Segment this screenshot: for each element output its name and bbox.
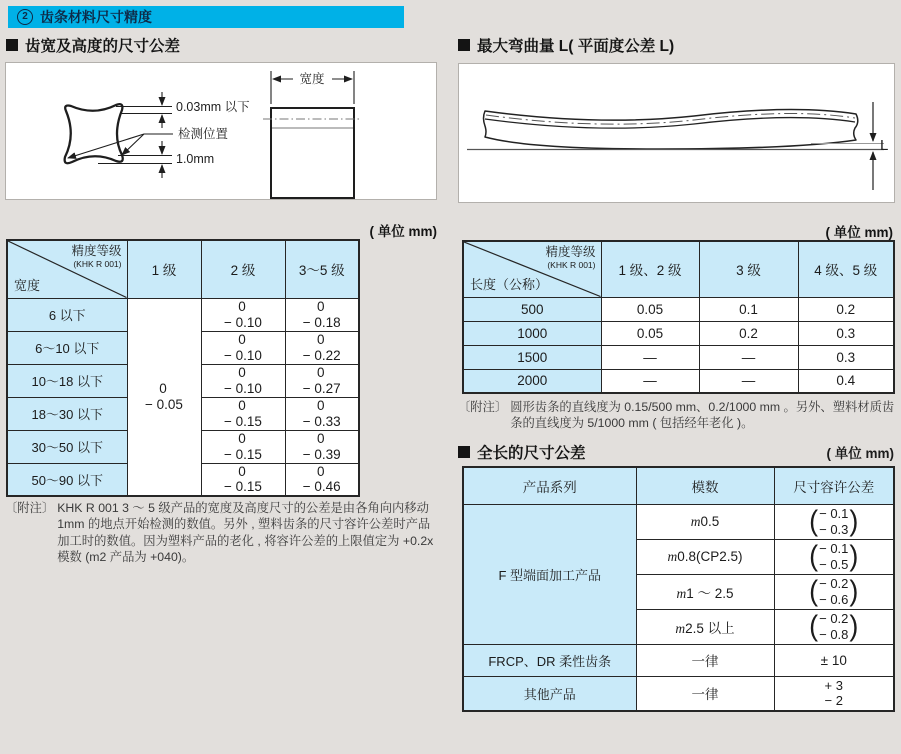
module-cell: m1 ～ 2.5 — [636, 574, 774, 609]
module-cell: m2.5 以上 — [636, 609, 774, 644]
bend-value-cell: 0.2 — [699, 321, 798, 345]
L-dim-label: L — [880, 137, 889, 154]
tolerance-cell: ± 10 — [774, 644, 894, 676]
tolerance-cell: 0 − 0.27 — [285, 364, 359, 397]
series-cell-other: 其他产品 — [463, 676, 636, 711]
bend-value-cell: — — [699, 345, 798, 369]
module-cell: m0.5 — [636, 504, 774, 539]
bent-rack-drawing — [459, 64, 894, 202]
col-grade12: 1 级、2 级 — [601, 241, 699, 297]
bend-value-cell: 0.3 — [798, 321, 894, 345]
section-title-bend: 最大弯曲量 L( 平面度公差 L) — [458, 34, 674, 56]
tolerance-cell: 0 − 0.22 — [285, 331, 359, 364]
bend-value-cell: 0.4 — [798, 369, 894, 393]
series-cell-f-type: F 型端面加工产品 — [463, 504, 636, 644]
width-range-cell: 6～10 以下 — [7, 331, 127, 364]
tolerance-cell: 0 − 0.15 — [201, 430, 285, 463]
length-cell: 1500 — [463, 345, 601, 369]
tolerance-cell: ( − 0.1 − 0.3 ) — [774, 504, 894, 539]
series-cell-frcp: FRCP、DR 柔性齿条 — [463, 644, 636, 676]
tolerance-cell: 0 − 0.15 — [201, 463, 285, 496]
black-square-bullet-icon — [6, 39, 18, 51]
bend-value-cell: — — [699, 369, 798, 393]
tolerance-cell: 0 − 0.18 — [285, 298, 359, 331]
full-length-tolerance-table — [462, 466, 895, 712]
col-module: 模数 — [636, 467, 774, 504]
col-grade3: 3 级 — [699, 241, 798, 297]
tolerance-cell: 0 − 0.15 — [201, 397, 285, 430]
col-product-series: 产品系列 — [463, 467, 636, 504]
length-cell: 1000 — [463, 321, 601, 345]
width-range-cell: 18～30 以下 — [7, 397, 127, 430]
bend-value-cell: 0.3 — [798, 345, 894, 369]
bend-diagram-panel — [458, 63, 895, 203]
col-grade2: 2 级 — [201, 240, 285, 298]
module-cell: m0.8(CP2.5) — [636, 539, 774, 574]
width-range-cell: 6 以下 — [7, 298, 127, 331]
length-cell: 500 — [463, 297, 601, 321]
width-dim-label: 宽度 — [299, 72, 325, 86]
black-square-bullet-icon — [458, 446, 470, 458]
bend-value-cell: 0.05 — [601, 321, 699, 345]
tolerance-cell: 0 − 0.10 — [201, 298, 285, 331]
col-tolerance: 尺寸容许公差 — [774, 467, 894, 504]
bend-value-cell: 0.05 — [601, 297, 699, 321]
bend-value-cell: 0.2 — [798, 297, 894, 321]
table-corner-cell: 精度等级 (KHK R 001) 长度（公称） — [463, 241, 601, 297]
tolerance-cell: 0 − 0.39 — [285, 430, 359, 463]
rack-bar-shape — [484, 110, 858, 149]
rack-front-view — [271, 108, 354, 198]
tolerance-cell: ( − 0.1 − 0.5 ) — [774, 539, 894, 574]
module-cell: 一律 — [636, 676, 774, 711]
circled-number-icon: 2 — [17, 9, 33, 25]
length-cell: 2000 — [463, 369, 601, 393]
bend-value-cell: — — [601, 369, 699, 393]
bend-note: 〔附注〕 圆形齿条的直线度为 0.15/500 mm、0.2/1000 mm 。另外、塑料材质齿条的直线度为 5/1000 mm ( 包括经年老化 )。 — [458, 400, 895, 431]
width-range-cell: 30～50 以下 — [7, 430, 127, 463]
unit-label-width: ( 单位 mm) — [369, 224, 437, 239]
col-grade35: 3～5 级 — [285, 240, 359, 298]
width-range-cell: 10～18 以下 — [7, 364, 127, 397]
black-square-bullet-icon — [458, 39, 470, 51]
width-diagram-panel — [5, 62, 437, 200]
page-banner — [8, 6, 404, 28]
tolerance-cell: 0 − 0.10 — [201, 331, 285, 364]
detection-position-label: 检测位置 — [178, 127, 229, 141]
tolerance-cell: 0 − 0.46 — [285, 463, 359, 496]
unit-label-bend: ( 单位 mm) — [825, 225, 893, 240]
depth-10mm-label: 1.0mm — [176, 152, 215, 166]
bend-value-cell: — — [601, 345, 699, 369]
module-cell: 一律 — [636, 644, 774, 676]
section-title-width: 齿宽及高度的尺寸公差 — [6, 34, 180, 56]
tolerance-cell: 0 − 0.10 — [201, 364, 285, 397]
width-tolerance-table — [6, 239, 360, 497]
tolerance-cell: 0 − 0.33 — [285, 397, 359, 430]
section-title-full-length-row — [458, 441, 894, 463]
width-range-cell: 50～90 以下 — [7, 463, 127, 496]
tolerance-003-label: 0.03mm 以下 — [176, 100, 250, 114]
table-corner-cell: 精度等级 (KHK R 001) 宽度 — [7, 240, 127, 298]
tolerance-cell: + 3 − 2 — [774, 676, 894, 711]
tolerance-cell: ( − 0.2 − 0.8 ) — [774, 609, 894, 644]
col-grade1: 1 级 — [127, 240, 201, 298]
unit-label-full-length: ( 单位 mm) — [826, 446, 894, 461]
banner-title: 齿条材料尺寸精度 — [40, 9, 152, 25]
width-note: 〔附注〕 KHK R 001 3 ～ 5 级产品的宽度及高度尺寸的公差是由各角向内移动 1mm 的地点开始检测的数值。另外 , 塑料齿条的尺寸容许公差时产品加工时的数值。因为塑料产品的老化 , 将容许公差的上限值定为 +0.2x 模数 (m2 产品为 +040)。 — [5, 501, 434, 565]
col-grade45: 4 级、5 级 — [798, 241, 894, 297]
top-tolerance-dimension — [116, 92, 172, 128]
section-title-full-length: 全长的尺寸公差 — [458, 441, 586, 463]
grade1-tolerance-cell: 0 − 0.05 — [127, 298, 201, 496]
bend-tolerance-table — [462, 240, 895, 394]
warped-section-shape — [65, 104, 123, 163]
tolerance-cell: ( − 0.2 − 0.6 ) — [774, 574, 894, 609]
bend-value-cell: 0.1 — [699, 297, 798, 321]
